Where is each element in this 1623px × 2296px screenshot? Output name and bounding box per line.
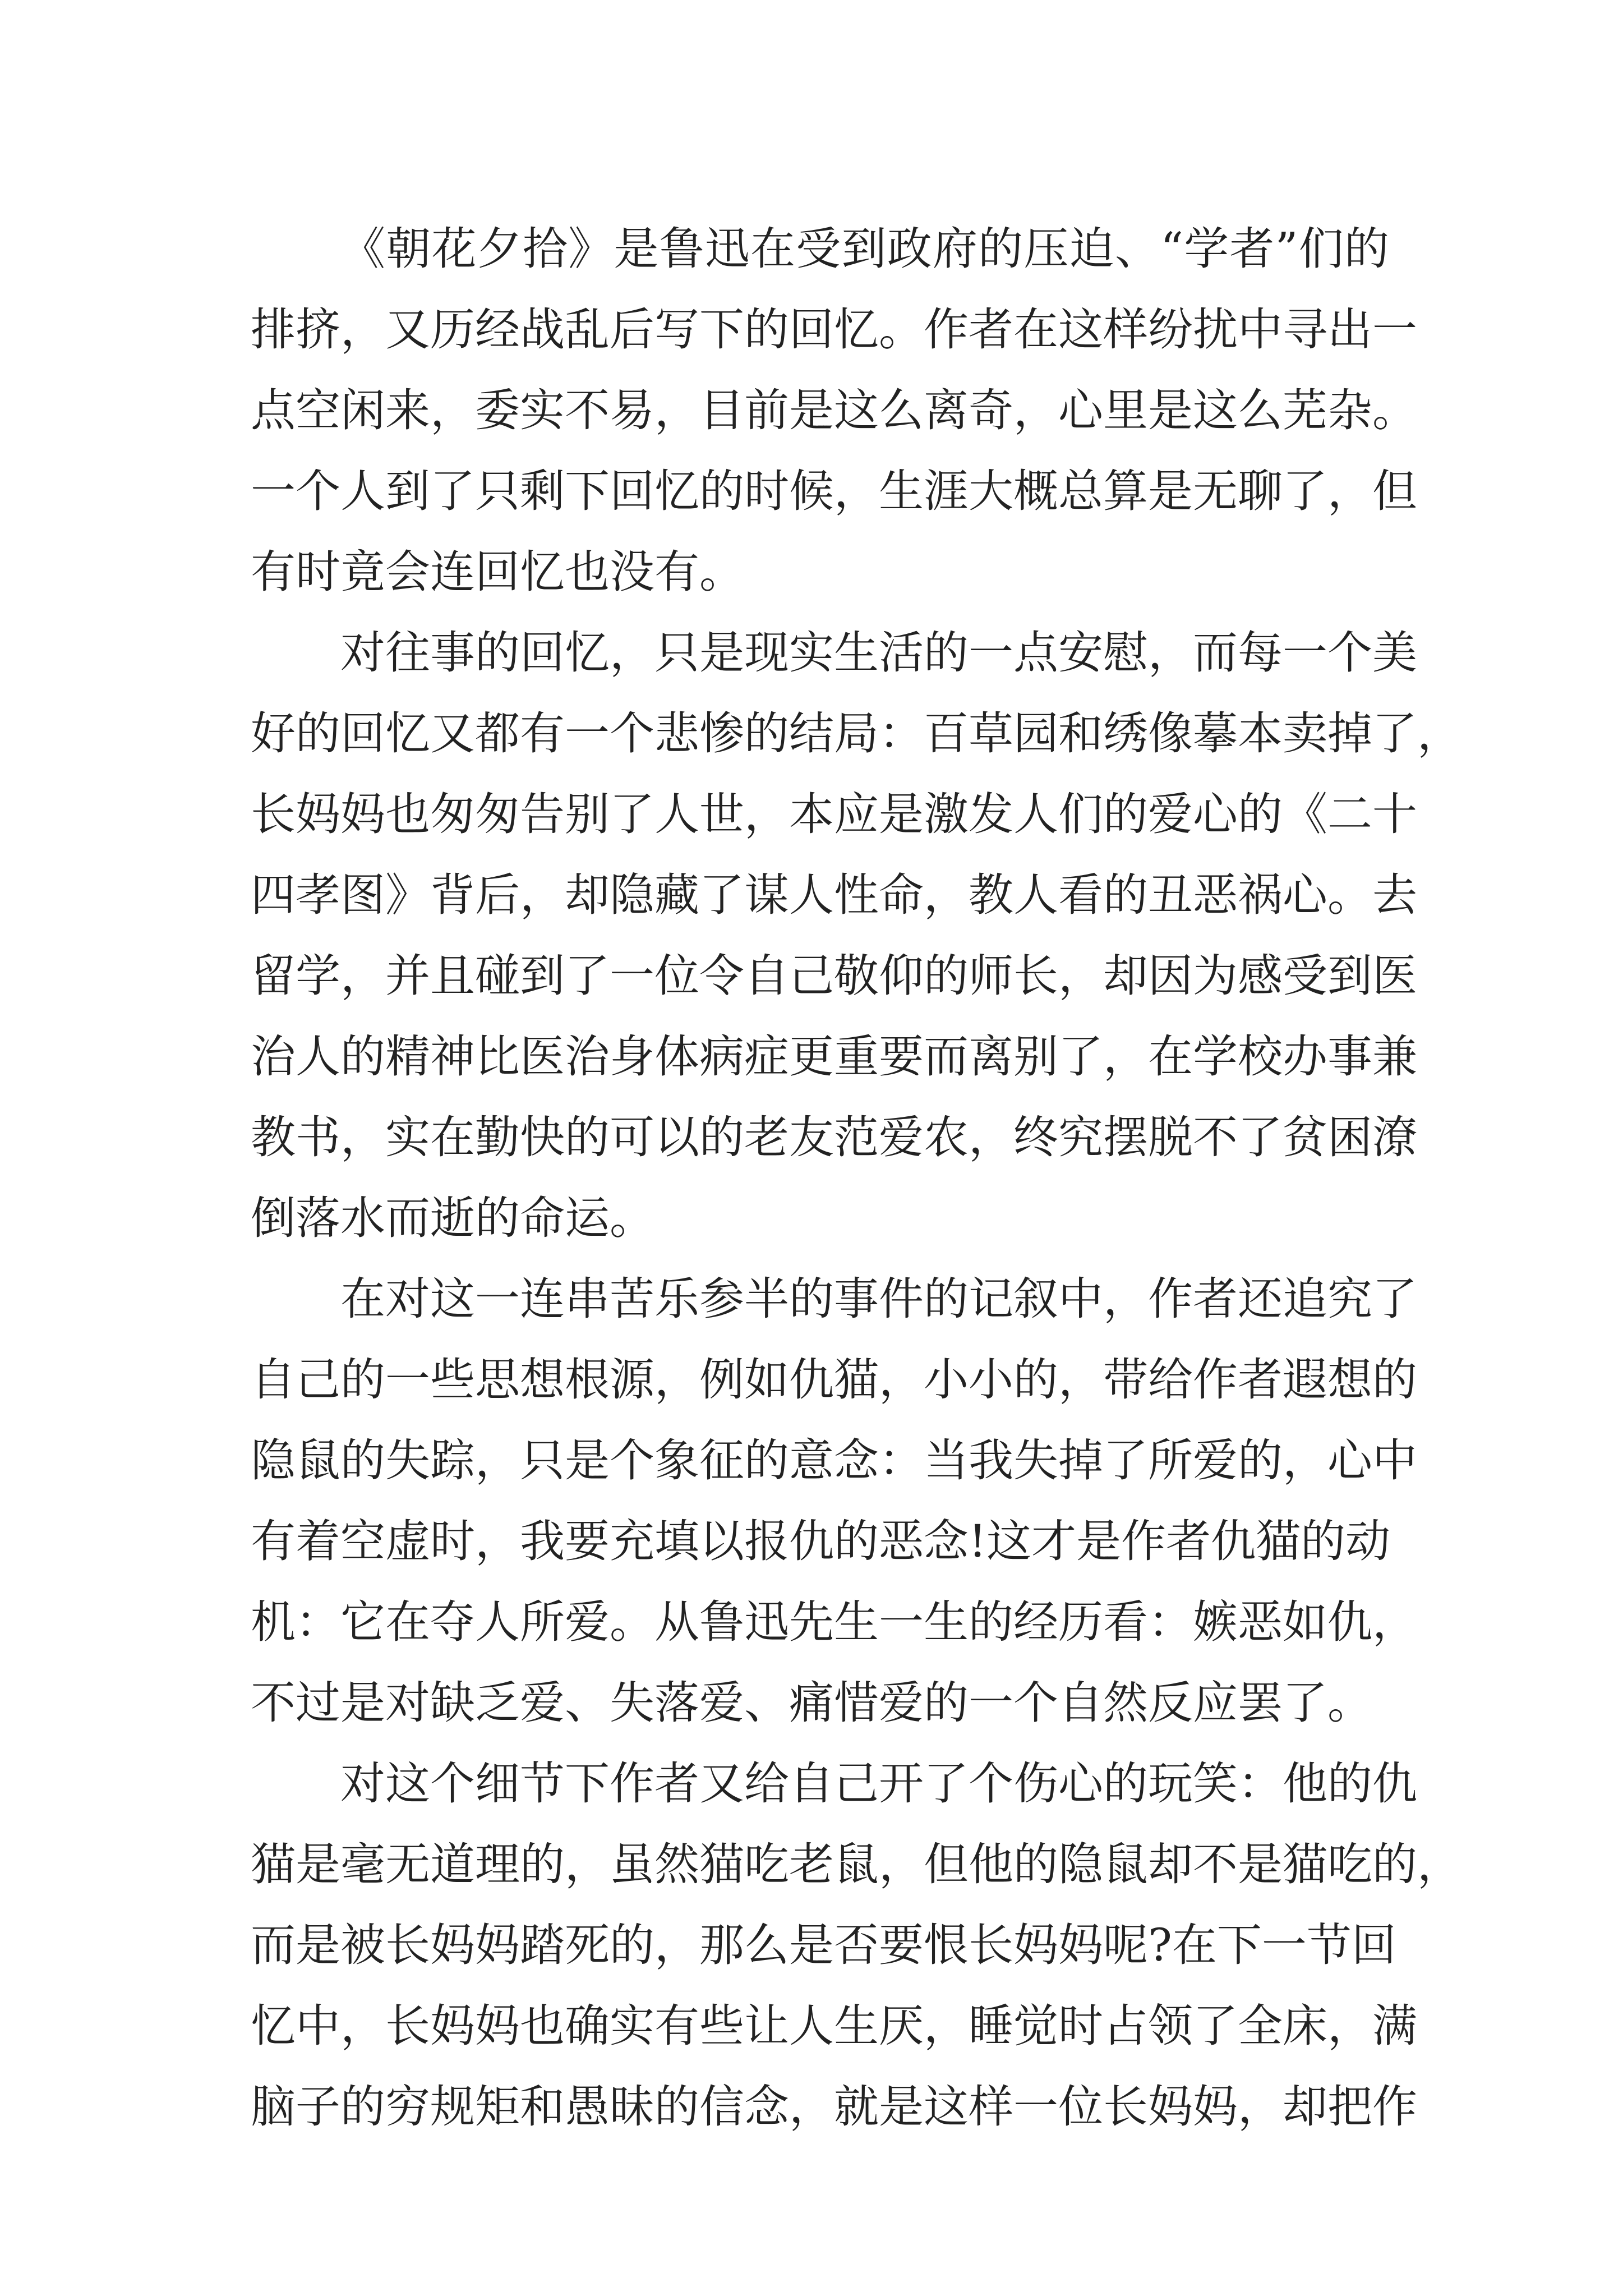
paragraph-4-line-1: 对这个细节下作者又给自己开了个伤心的玩笑：他的仇 — [340, 1757, 1417, 1810]
paragraph-3-line-6: 不过是对缺乏爱、失落爱、痛惜爱的一个自然反应罢了。 — [251, 1677, 1372, 1729]
paragraph-1-line-3: 点空闲来，委实不易，目前是这么离奇，心里是这么芜杂。 — [251, 384, 1417, 436]
paragraph-2-line-8: 倒落水而逝的命运。 — [251, 1192, 654, 1244]
paragraph-2-line-6: 治人的精神比医治身体病症更重要而离别了，在学校办事兼 — [251, 1030, 1417, 1083]
paragraph-2-line-2: 好的回忆又都有一个悲惨的结局：百草园和绣像摹本卖掉了， — [251, 707, 1462, 760]
paragraph-1-line-4: 一个人到了只剩下回忆的时候，生涯大概总算是无聊了，但 — [251, 465, 1417, 517]
paragraph-4-line-2: 猫是毫无道理的，虽然猫吃老鼠，但他的隐鼠却不是猫吃的， — [251, 1838, 1462, 1890]
paragraph-2-line-3: 长妈妈也匆匆告别了人世，本应是激发人们的爱心的《二十 — [251, 788, 1417, 840]
paragraph-2-line-1: 对往事的回忆，只是现实生活的一点安慰，而每一个美 — [340, 627, 1417, 679]
paragraph-2-line-5: 留学，并且碰到了一位令自己敬仰的师长，却因为感受到医 — [251, 950, 1417, 1002]
paragraph-4-line-3: 而是被长妈妈踏死的，那么是否要恨长妈妈呢?在下一节回 — [251, 1919, 1396, 1971]
paragraph-4-line-4: 忆中，长妈妈也确实有些让人生厌，睡觉时占领了全床，满 — [251, 2000, 1417, 2052]
body-text — [251, 209, 1462, 2147]
paragraph-3-line-5: 机：它在夺人所爱。从鲁迅先生一生的经历看：嫉恶如仇， — [251, 1596, 1417, 1648]
paragraph-2-line-7: 教书，实在勤快的可以的老友范爱农，终究摆脱不了贫困潦 — [251, 1111, 1417, 1163]
paragraph-1-line-5: 有时竟会连回忆也没有。 — [251, 546, 744, 598]
paragraph-2-line-4: 四孝图》背后，却隐藏了谋人性命，教人看的丑恶祸心。去 — [251, 869, 1417, 921]
paragraph-1-line-1: 《朝花夕拾》是鲁迅在受到政府的压迫、“学者”们的 — [340, 223, 1389, 275]
paragraph-3-line-1: 在对这一连串苦乐参半的事件的记叙中，作者还追究了 — [340, 1273, 1417, 1325]
paragraph-4-line-5: 脑子的穷规矩和愚昧的信念，就是这样一位长妈妈，却把作 — [251, 2081, 1417, 2133]
paragraph-3-line-2: 自己的一些思想根源，例如仇猫，小小的，带给作者遐想的 — [251, 1354, 1417, 1406]
paragraph-1-line-2: 排挤，又历经战乱后写下的回忆。作者在这样纷扰中寻出一 — [251, 303, 1417, 356]
paragraph-3-line-4: 有着空虚时，我要充填以报仇的恶念!这才是作者仇猫的动 — [251, 1515, 1391, 1567]
paragraph-3-line-3: 隐鼠的失踪，只是个象征的意念：当我失掉了所爱的，心中 — [251, 1434, 1417, 1487]
